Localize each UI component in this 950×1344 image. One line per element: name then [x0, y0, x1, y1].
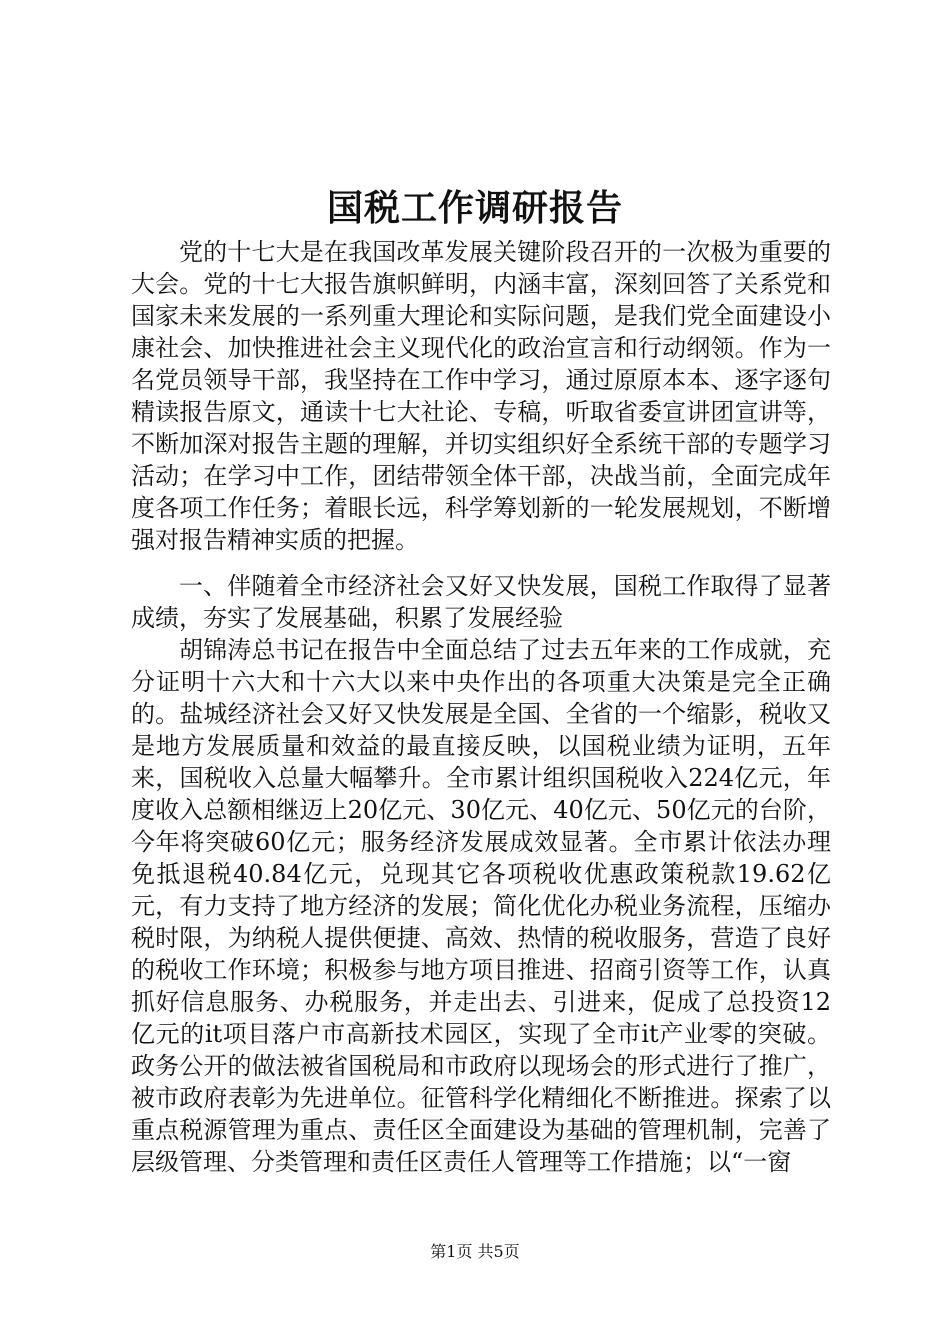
page-number-footer: 第1页 共5页 — [430, 1242, 520, 1261]
paragraph-intro: 党的十七大是在我国改革发展关键阶段召开的一次极为重要的大会。党的十七大报告旗帜鲜明，内涵丰富，深刻回答了关系党和国家未来发展的一系列重大理论和实际问题，是我们党全面建设小康社会、加快推进社会主义现代化的政治宣言和行动纲领。作为一名党员领导干部，我坚持在工作中学习，通过原原本本、逐字逐句精读报告原文，通读十七大社论、专稿，听取省委宣讲团宣讲等，不断加深对报告主题的理解，并切实组织好全系统干部的专题学习活动；在学习中工作，团结带领全体干部，决战当前，全面完成年度各项工作任务；着眼长远，科学筹划新的一轮发展规划，不断增强对报告精神实质的把握。 — [131, 238, 831, 554]
section-heading: 一、伴随着全市经济社会又好又快发展，国税工作取得了显著成绩，夯实了发展基础，积累了发展经验 — [131, 572, 831, 632]
paragraph-achievements: 胡锦涛总书记在报告中全面总结了过去五年来的工作成就，充分证明十六大和十六大以来中央作出的各项重大决策是完全正确的。盐城经济社会又好又快发展是全国、全省的一个缩影，税收又是地方发展质量和效益的最直接反映，以国税业绩为证明，五年来，国税收入总量大幅攀升。全市累计组织国税收入224亿元，年度收入总额相继迈上20亿元、30亿元、40亿元、50亿元的台阶，今年将突破60亿元；服务经济发展成效显著。全市累计依法办理免抵退税40.84亿元，兑现其它各项税收优惠政策税款19.62亿元，有力支持了地方经济的发展；简化优化办税业务流程，压缩办税时限，为纳税人提供便捷、高效、热情的税收服务，营造了良好的税收工作环境；积极参与地方项目推进、招商引资等工作，认真抓好信息服务、办税服务，并走出去、引进来，促成了总投资12亿元的it项目落户市高新技术园区，实现了全市it产业零的突破。政务公开的做法被省国税局和市政府以现场会的形式进行了推广，被市政府表彰为先进单位。征管科学化精细化不断推进。探索了以重点税源管理为重点、责任区全面建设为基础的管理机制，完善了层级管理、分类管理和责任区责任人管理等工作措施；以“一窗 — [131, 636, 831, 1176]
document-title: 国税工作调研报告 — [326, 187, 623, 229]
